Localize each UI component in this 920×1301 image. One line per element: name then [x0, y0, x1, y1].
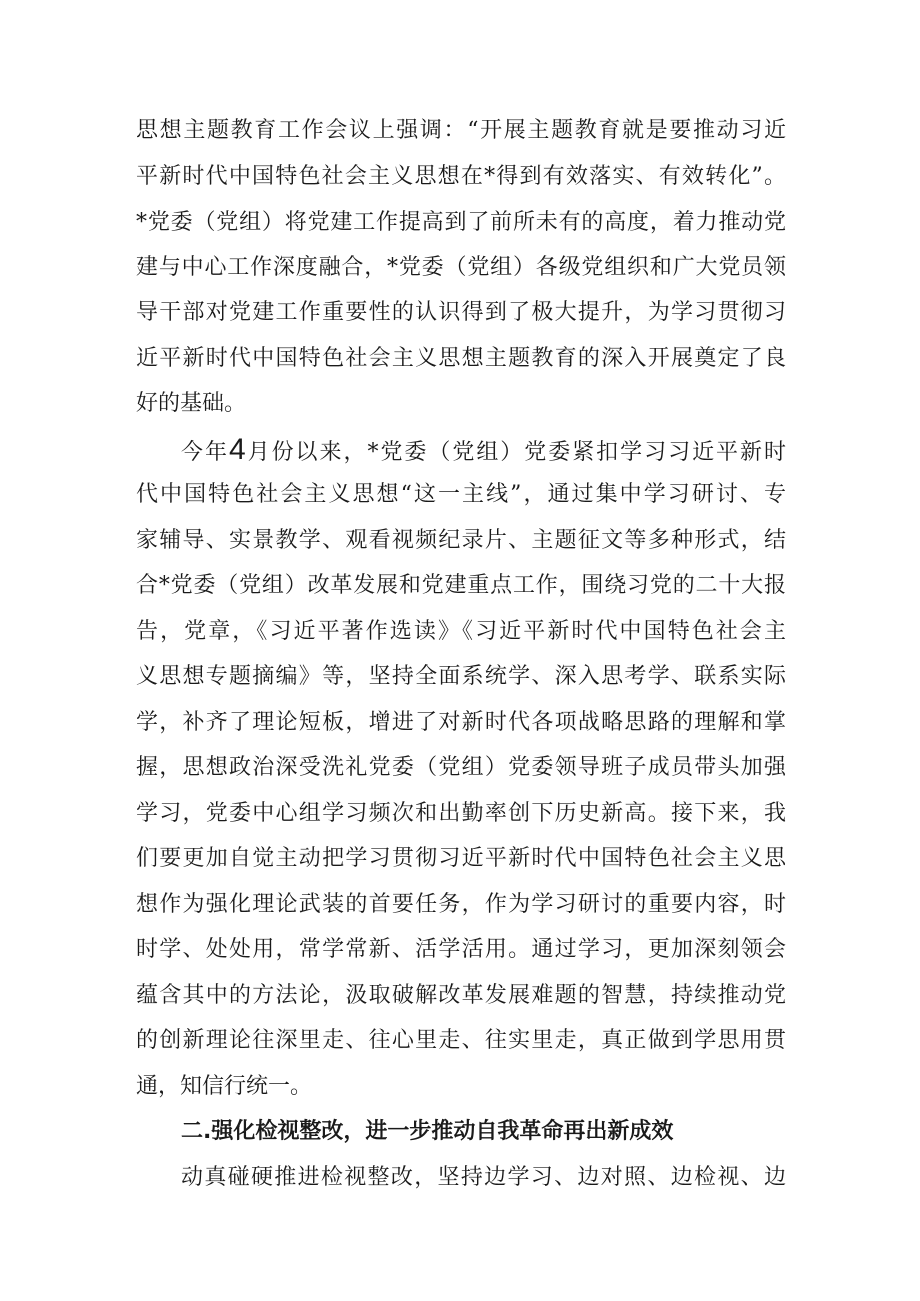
paragraph-first-line [181, 435, 786, 468]
text-line: 平新时代中国特色社会主义思想在*得到有效落实、有效转化”。 [136, 164, 786, 189]
text-line: 导干部对党建工作重要性的认识得到了极大提升，为学习贯彻习 [136, 300, 786, 325]
text-line: *党委（党组）将党建工作提高到了前所未有的高度，着力推动党 [136, 210, 786, 235]
text-line: 建与中心工作深度融合，*党委（党组）各级党组织和广大党员领 [136, 255, 786, 280]
text-line: 蕴含其中的方法论，汲取破解改革发展难题的智慧，持续推动党 [136, 983, 786, 1008]
text-line: 合*党委（党组）改革发展和党建重点工作，围绕习党的二十大报 [136, 573, 786, 598]
text-line: 通，知信行统一。 [136, 1074, 313, 1099]
text-line: 学，补齐了理论短板，增进了对新时代各项战略思路的理解和掌 [136, 710, 786, 735]
text-line: 近平新时代中国特色社会主义思想主题教育的深入开展奠定了良 [136, 346, 786, 371]
text-line: 学习，党委中心组学习频次和出勤率创下历史新高。接下来，我 [136, 801, 786, 826]
text-line: 思想主题教育工作会议上强调：“开展主题教育就是要推动习近 [136, 118, 786, 143]
text-line: 们要更加自觉主动把学习贯彻习近平新时代中国特色社会主义思 [136, 846, 786, 871]
text-segment: 月份以来，*党委（党组）党委紧扣学习习近平新时 [245, 440, 786, 465]
text-line: 代中国特色社会主义思想“这一主线”，通过集中学习研讨、专 [136, 482, 786, 507]
text-line: 想作为强化理论武装的首要任务，作为学习研讨的重要内容，时 [136, 892, 786, 917]
text-line: 告，党章，《习近平著作选读》《习近平新时代中国特色社会主 [136, 619, 786, 644]
text-segment: 今年 [181, 440, 229, 465]
paragraph-first-line: 动真碰硬推进检视整改，坚持边学习、边对照、边检视、边 [181, 1165, 786, 1190]
text-line: 义思想专题摘编》等，坚持全面系统学、深入思考学、联系实际 [136, 664, 786, 689]
text-line: 好的基础。 [136, 391, 247, 416]
text-line: 握，思想政治深受洗礼党委（党组）党委领导班子成员带头加强 [136, 755, 786, 780]
section-heading: 二.强化检视整改，进一步推动自我革命再出新成效 [181, 1119, 674, 1144]
text-line: 家辅导、实景教学、观看视频纪录片、主题征文等多种形式，结 [136, 528, 786, 553]
text-line: 的创新理论往深里走、往心里走、往实里走，真正做到学思用贯 [136, 1028, 786, 1053]
month-number: 4 [228, 433, 246, 466]
text-line: 时学、处处用，常学常新、活学活用。通过学习，更加深刻领会 [136, 937, 786, 962]
